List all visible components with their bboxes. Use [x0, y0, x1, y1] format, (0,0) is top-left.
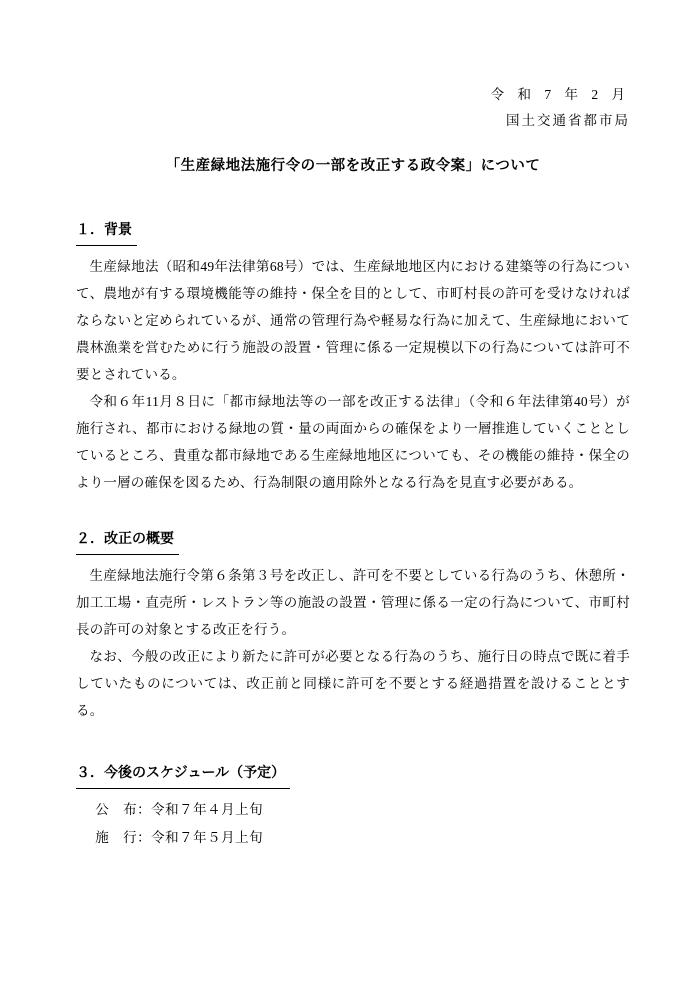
document-organization: 国土交通省都市局 [506, 113, 630, 128]
section-background [76, 219, 630, 496]
section-background-heading-text: １．背景 [76, 219, 137, 246]
section-schedule-heading [76, 762, 630, 789]
background-paragraph-1: 生産緑地法（昭和49年法律第68号）では、生産緑地地区内における建築等の行為について、農地が有する環境機能等の維持・保全を目的として、市町村長の許可を受けなければならないと定められているが、通常の管理行為や軽易な行為に加えて、生産緑地において農林漁業を営むために行う施設の設置・管理に係る一定規模以下の行為については許可不要とされている。 [76, 259, 630, 382]
section-overview [76, 528, 630, 724]
document-title: 「生産緑地法施行令の一部を改正する政令案」について [165, 158, 541, 174]
background-paragraph-2: 令和６年11月８日に「都市緑地法等の一部を改正する法律」（令和６年法律第40号）が施行され、都市における緑地の質・量の両面からの確保をより一層推進していくこととしているところ、貴重な都市緑地である生産緑地地区についても、その機能の維持・保全のより一層の確保を図るため、行為制限の適用除外となる行為を見直す必要がある。 [76, 394, 630, 490]
section-schedule [76, 762, 630, 852]
section-overview-heading [76, 528, 630, 555]
section-overview-heading-text: ２．改正の概要 [76, 528, 179, 555]
section-schedule-heading-text: ３．今後のスケジュール（予定） [76, 762, 290, 789]
schedule-item-promulgation: 公 布：令和７年４月上旬 [95, 802, 264, 817]
overview-paragraph-1: 生産緑地法施行令第６条第３号を改正し、許可を不要としている行為のうち、休憩所・加工工場・直売所・レストラン等の施設の設置・管理に係る一定の行為について、市町村長の許可の対象とする改正を行う。 [76, 568, 630, 637]
schedule-list [76, 796, 630, 852]
document-date: 令 和 7 年 2 月 [490, 87, 630, 102]
overview-paragraph-2: なお、今般の改正により新たに許可が必要となる行為のうち、施行日の時点で既に着手していたものについては、改正前と同様に許可を不要とする経過措置を設けることとする。 [76, 649, 630, 718]
section-background-heading [76, 219, 630, 246]
schedule-item-enforcement: 施 行：令和７年５月上旬 [95, 830, 264, 845]
document-header [76, 82, 630, 134]
